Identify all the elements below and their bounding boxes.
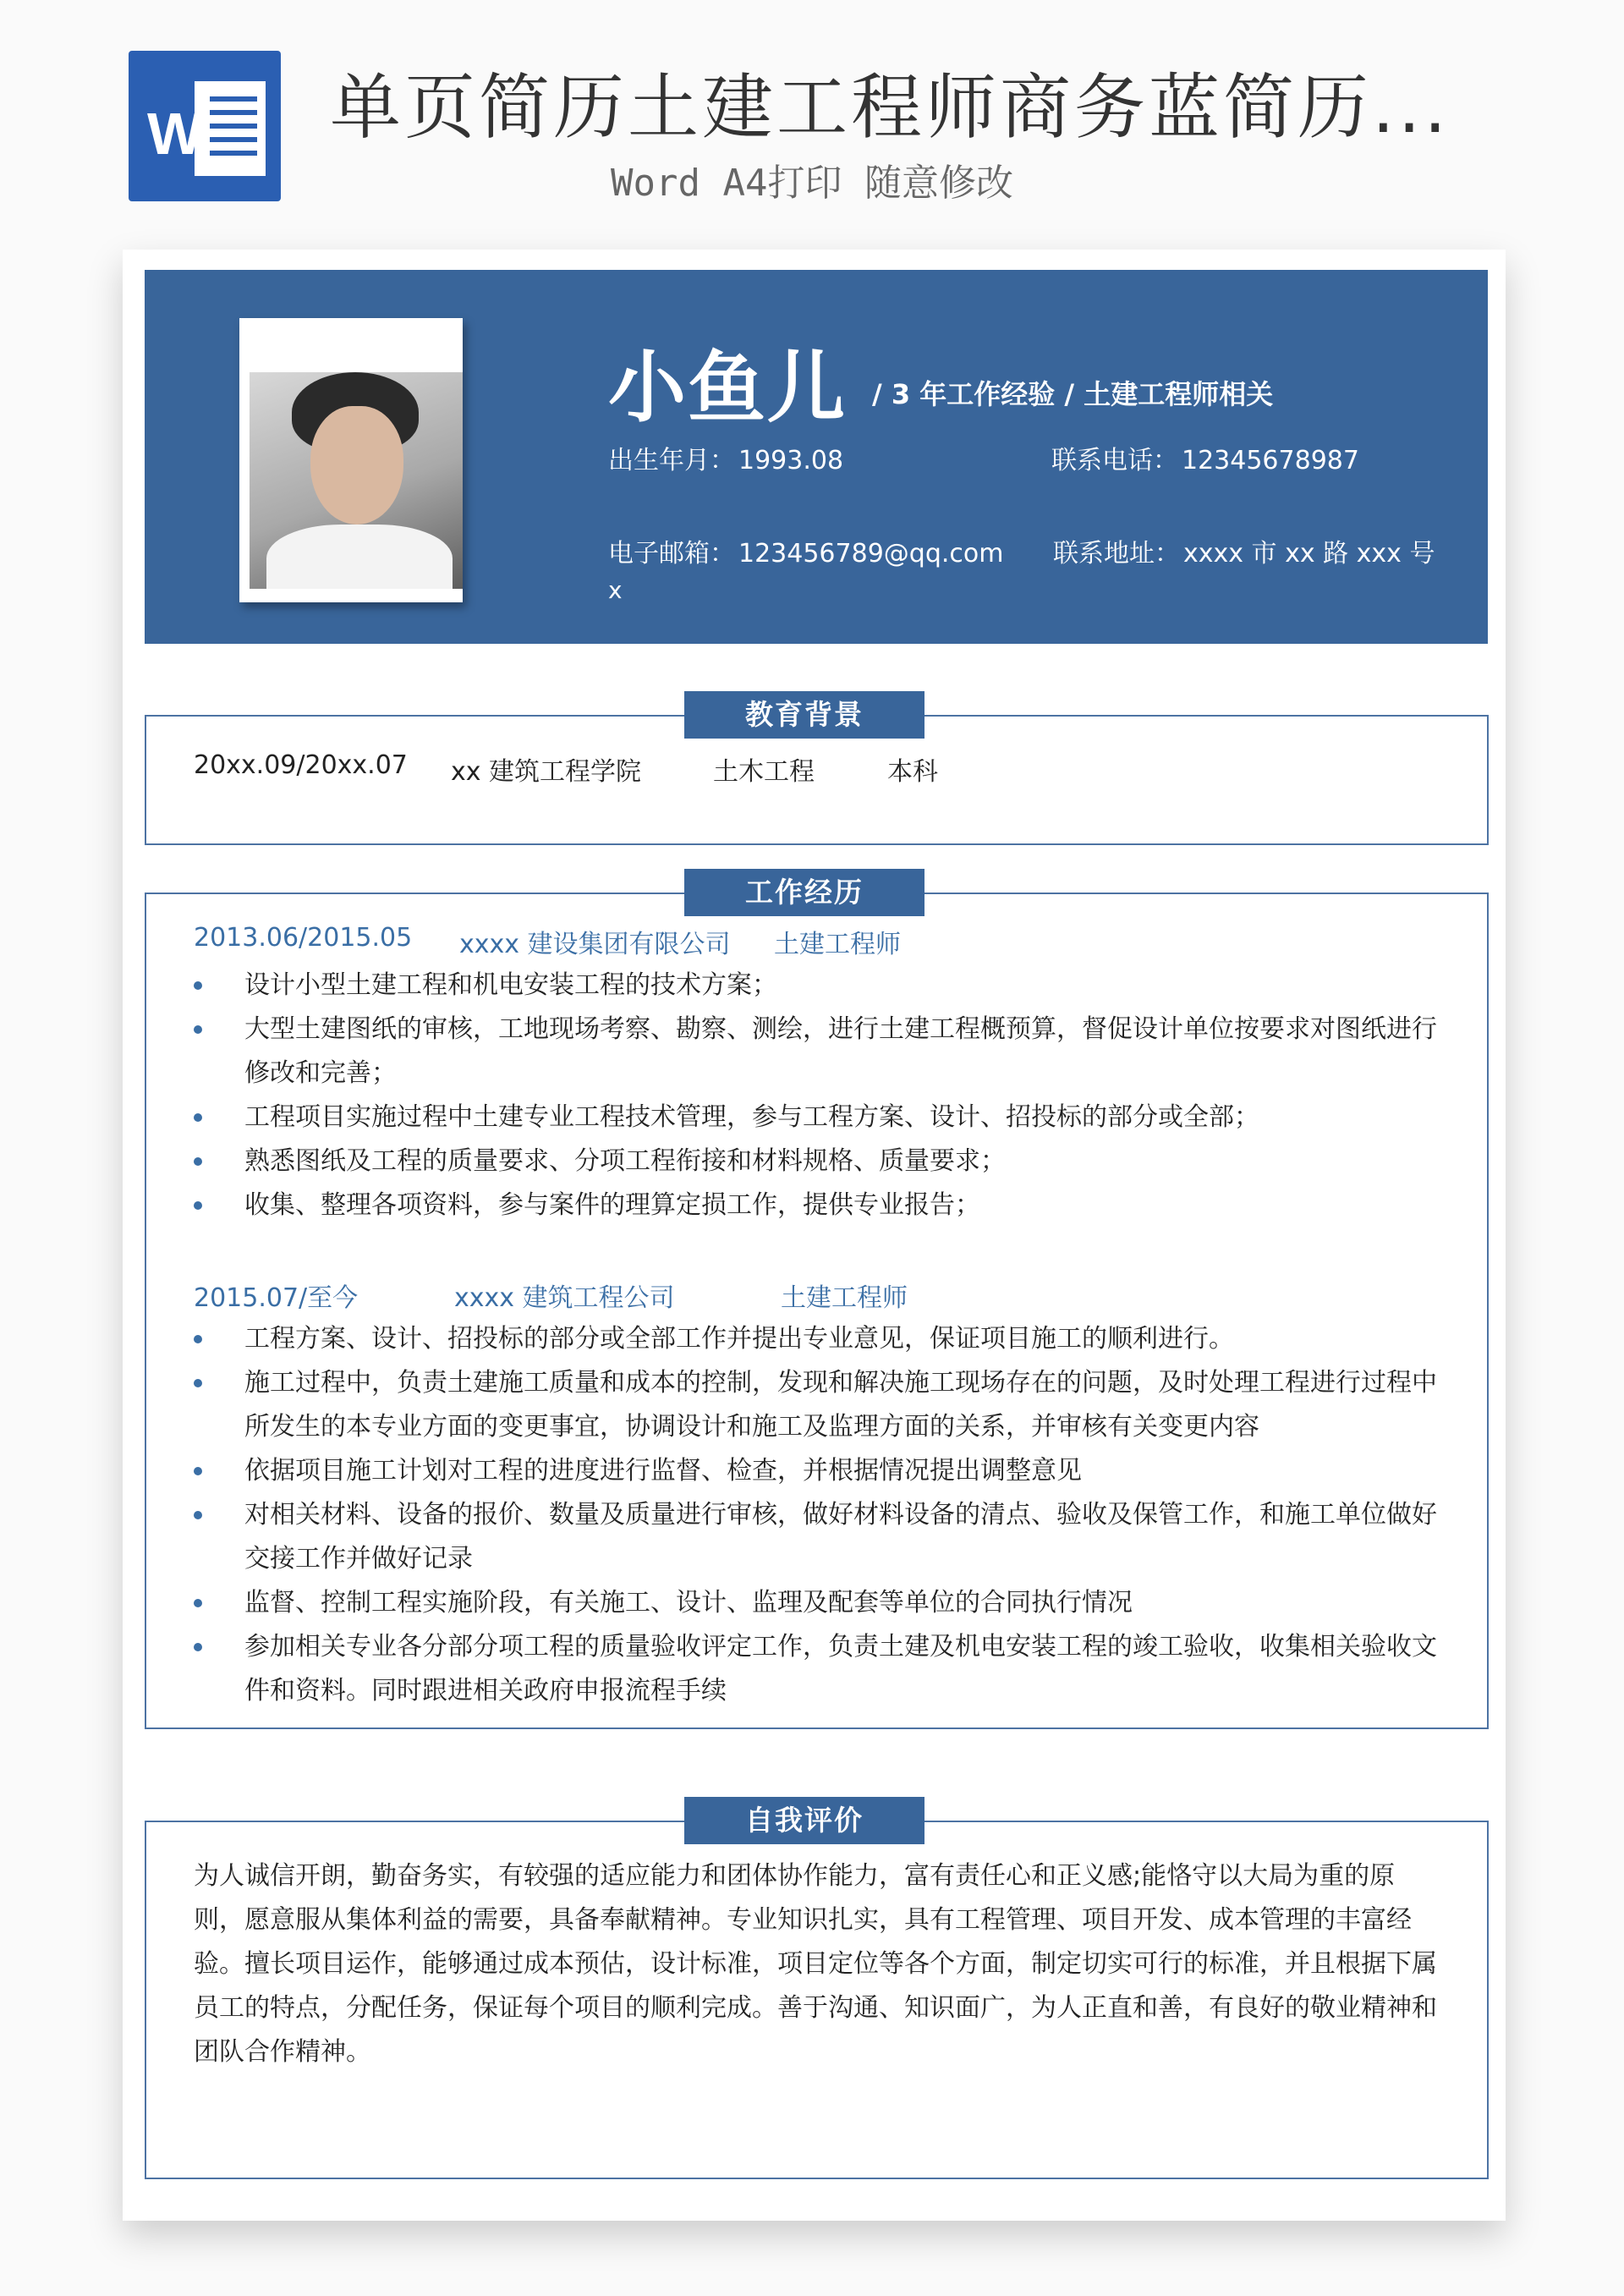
address-wrap: x [608,576,623,604]
duty-item: 收集、整理各项资料，参与案件的理算定损工作，提供专业报告； [190,1184,1442,1228]
self-eval-text: 为人诚信开朗，勤奋务实，有较强的适应能力和团体协作能力，富有责任心和正义感;能恪守以大局为重的原则，愿意服从集体利益的需要，具备奉献精神。专业知识扎实，具有工程管理、项目开发、成本管理的丰富经验。擅长项目运作，能够通过成本预估，设计标准，项目定位等各个方面，制定切实可行的标准，并且根据下属员工的特点，分配任务，保证每个项目的顺利完成。善于沟通、知识面广，为人正直和善，有良好的敬业精神和团队合作精神。 [194,1861,1437,2067]
education-school: xx 建筑工程学院 [451,757,642,787]
job-company: xxxx 建筑工程公司 [454,1283,675,1313]
phone-value: 12345678987 [1182,446,1359,475]
self-eval-section [145,1804,1489,2179]
duty-item: 设计小型土建工程和机电安装工程的技术方案； [190,964,1442,1008]
birth-info [608,439,843,476]
address-info [1053,532,1435,569]
phone-info [1051,439,1359,476]
duty-item: 工程项目实施过程中土建专业工程技术管理，参与工程方案、设计、招投标的部分或全部； [190,1096,1442,1140]
duty-item: 监督、控制工程实施阶段，有关施工、设计、监理及配套等单位的合同执行情况 [190,1581,1442,1625]
duty-item: 大型土建图纸的审核，工地现场考察、勘察、测绘，进行土建工程概预算，督促设计单位按要求对图纸进行修改和完善； [190,1008,1442,1096]
duty-item: 对相关材料、设备的报价、数量及质量进行审核，做好材料设备的清点、验收及保管工作，和施工单位做好交接工作并做好记录 [190,1493,1442,1581]
duty-item: 施工过程中，负责土建施工质量和成本的控制，发现和解决施工现场存在的问题，及时处理工程进行过程中所发生的本专业方面的变更事宜，协调设计和施工及监理方面的关系，并审核有关变更内容 [190,1361,1442,1449]
profile-header [145,270,1488,644]
email-value: 123456789@qq.com [738,539,1004,569]
photo-frame [239,318,463,602]
job-duties [190,1317,1442,1713]
duty-item: 工程方案、设计、招投标的部分或全部工作并提出专业意见，保证项目施工的顺利进行。 [190,1317,1442,1361]
education-title: 教育背景 [684,691,924,739]
resume-sheet [123,250,1506,2221]
word-letter: W [147,101,204,167]
job-duties [190,964,1442,1228]
address-label: 联系地址： [1053,539,1180,569]
address-value: xxxx 市 xx 路 xxx 号 [1183,539,1435,569]
candidate-tagline: / 3 年工作经验 / 土建工程师相关 [872,378,1274,410]
job-period: 2013.06/2015.05 [194,923,413,953]
self-eval-title: 自我评价 [684,1797,924,1844]
work-title: 工作经历 [684,869,924,916]
education-degree: 本科 [887,757,938,787]
email-label: 电子邮箱： [608,539,735,569]
birth-label: 出生年月： [608,446,735,475]
education-section [145,698,1489,845]
page-subtitle: Word A4打印 随意修改 [611,162,1013,205]
duty-item: 熟悉图纸及工程的质量要求、分项工程衔接和材料规格、质量要求； [190,1140,1442,1184]
job-role: 土建工程师 [781,1283,908,1313]
page-title: 单页简历土建工程师商务蓝简历... [330,66,1451,149]
education-major: 土木工程 [713,757,815,787]
job-company: xxxx 建设集团有限公司 [459,930,731,959]
phone-label: 联系电话： [1051,446,1178,475]
duty-item: 依据项目施工计划对工程的进度进行监督、检查，并根据情况提出调整意见 [190,1449,1442,1493]
email-info [608,532,1003,569]
job-role: 土建工程师 [774,930,901,959]
birth-value: 1993.08 [738,446,844,475]
candidate-name: 小鱼儿 [608,343,848,433]
duty-item: 参加相关专业各分部分项工程的质量验收评定工作，负责土建及机电安装工程的竣工验收，收集相关验收文件和资料。同时跟进相关政府申报流程手续 [190,1625,1442,1713]
job-period: 2015.07/至今 [194,1283,359,1313]
work-section [145,876,1489,1729]
education-period: 20xx.09/20xx.07 [194,750,408,780]
profile-photo [250,372,463,589]
